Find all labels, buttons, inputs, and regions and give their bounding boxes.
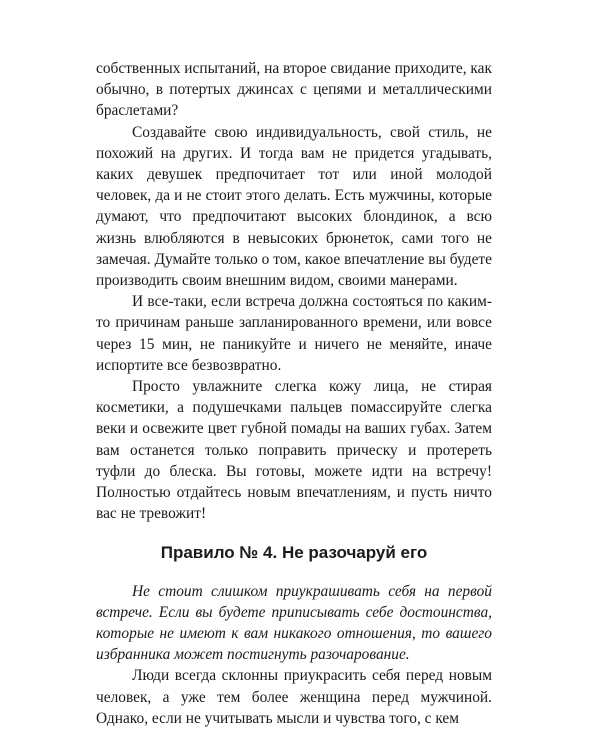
section-heading: Правило № 4. Не разочаруй его	[160, 543, 428, 563]
paragraph-embellish: Люди всегда склонны приукрасить себя перед новым человек, а уже тем более женщина перед мужчиной. Однако, если не учитывать мысли и чувства того, с кем	[96, 667, 492, 727]
paragraph-continuation: собственных испытаний, на второе свидание приходите, как обычно, в потертых джинсах с цепями и металлическими браслетами?	[96, 60, 492, 120]
lead-paragraph: Не стоит слишком приукрашивать себя на первой встрече. Если вы будете приписывать себе достоинства, которые не имеют к вам никакого отношения, то вашего избранника может постигнуть разочарование.	[96, 582, 492, 664]
paragraph-early-meeting: И все-таки, если встреча должна состояться по каким-то причинам раньше запланированного времени, или вовсе через 15 мин, не паникуйте и ничего не меняйте, иначе испортите все безвозвратно.	[96, 293, 492, 374]
paragraph-refresh-look: Просто увлажните слегка кожу лица, не стирая косметики, а подушечками пальцев помассируйте слегка веки и освежите цвет губной помады на ваших губах. Затем вам останется только поправить прическу и протереть туфли до блеска. Вы готовы, можете идти на встречу! Полностью отдайтесь новым впечатлениям, и пусть ничто вас не тревожит!	[96, 378, 492, 523]
paragraph-individuality: Создавайте свою индивидуальность, свой стиль, не похожий на других. И тогда вам не придется угадывать, каких девушек предпочитает тот или иной молодой человек, да и не стоит этого делать. Есть мужчины, которые думают, что предпочитают высоких блондинок, а всю жизнь влюбляются в невысоких брюнеток, сами того не замечая. Думайте только о том, какое впечатление вы будете производить своим внешним видом, своими манерами.	[96, 123, 492, 290]
book-page	[96, 58, 492, 729]
